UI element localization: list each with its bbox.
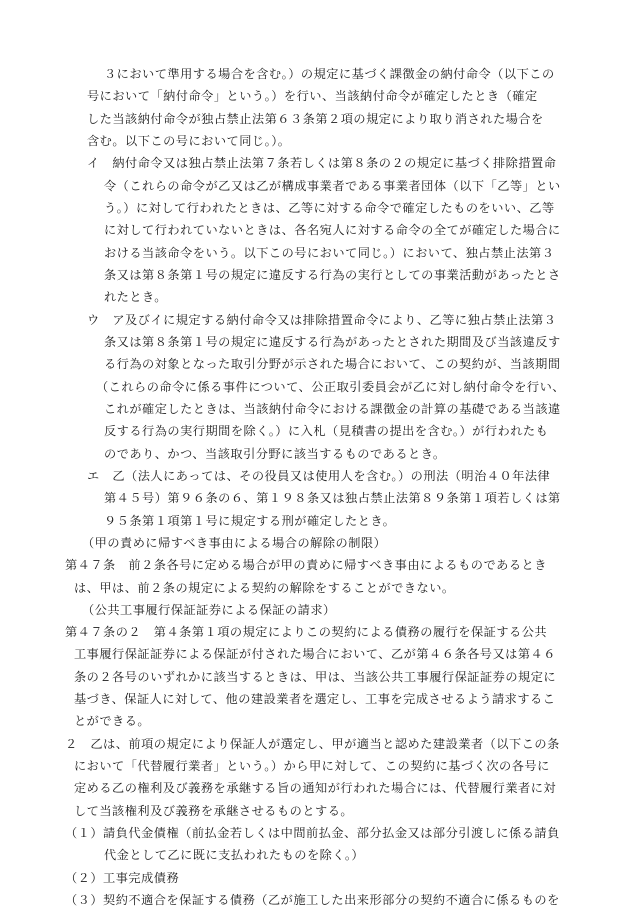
text-line: において「代替履行業者」という。）から甲に対して、この契約に基づく次の各号に bbox=[74, 759, 550, 774]
text-line: イ 納付命令又は独占禁止法第７条若しくは第８条の２の規定に基づく排除措置命 bbox=[87, 156, 557, 171]
text-line: これが確定したときは、当該納付命令における課徴金の計算の基礎である当該違 bbox=[104, 401, 561, 416]
text-line: る行為の対象となった取引分野が示された場合において、この契約が、当該期間 bbox=[104, 357, 561, 372]
text-line: 第４５号）第９６条の６、第１９８条又は独占禁止法第８９条第１項若しくは第 bbox=[104, 491, 561, 506]
text-line: のであり、かつ、当該取引分野に該当するものであるとき。 bbox=[104, 446, 446, 461]
text-line: 反する行為の実行期間を除く。）に入札（見積書の提出を含む。）が行われたも bbox=[104, 424, 549, 439]
text-line: して当該権利及び義務を承継させるものとする。 bbox=[74, 803, 354, 818]
item-line: （２）工事完成債務 bbox=[65, 870, 180, 885]
item-line: （３）契約不適合を保証する債務（乙が施工した出来形部分の契約不適合に係るものを bbox=[65, 893, 560, 907]
text-line: 含む。以下この号において同じ。）。 bbox=[87, 134, 291, 148]
text-line: は、甲は、前２条の規定による契約の解除をすることができない。 bbox=[74, 580, 455, 595]
text-line: 定める乙の権利及び義務を承継する旨の通知が行われた場合には、代替履行業者に対 bbox=[74, 781, 557, 796]
text-line: 条又は第８条第１号の規定に違反する行為の実行としての事業活動があったとさ bbox=[104, 267, 561, 282]
article-line: 第４７条の２ 第４条第１項の規定によりこの契約による債務の履行を保証する公共 bbox=[65, 625, 548, 640]
section-heading: （公共工事履行保証証券による保証の請求） bbox=[82, 602, 336, 617]
text-line: に対して行われていないときは、各名宛人に対する命令の全てが確定した場合に bbox=[104, 223, 561, 238]
text-line: 令（これらの命令が乙又は乙が構成事業者である事業者団体（以下「乙等」とい bbox=[104, 178, 561, 193]
text-line: エ 乙（法人にあっては、その役員又は使用人を含む。）の刑法（明治４０年法律 bbox=[87, 468, 551, 483]
text-line: おける当該命令をいう。以下この号において同じ。）において、独占禁止法第３ bbox=[104, 245, 555, 260]
text-line: 工事履行保証証券による保証が付された場合において、乙が第４６条各号又は第４６ bbox=[74, 647, 556, 662]
text-line: とができる。 bbox=[74, 714, 151, 729]
text-line: 基づき、保証人に対して、他の建設業者を選定し、工事を完成させるよう請求するこ bbox=[74, 692, 556, 707]
text-line: 条又は第８条第１号の規定に違反する行為があったとされた期間及び当該違反す bbox=[104, 334, 561, 349]
article-line: 第４７条 前２条各号に定める場合が甲の責めに帰すべき事由によるものであるとき bbox=[65, 558, 547, 573]
text-line: 代金として乙に既に支払われたものを除く。） bbox=[104, 848, 365, 863]
text-line: れたとき。 bbox=[104, 290, 167, 305]
text-line: ウ ア及びイに規定する納付命令又は排除措置命令により、乙等に独占禁止法第３ bbox=[87, 312, 557, 327]
text-line: ３において準用する場合を含む。）の規定に基づく課徴金の納付命令（以下この bbox=[104, 67, 555, 81]
text-line: 号において「納付命令」という。）を行い、当該納付命令が確定したとき（確定 bbox=[87, 89, 538, 104]
text-line: した当該納付命令が独占禁止法第６３条第２項の規定により取り消された場合を bbox=[87, 111, 544, 126]
text-line: （これらの命令に係る事件について、公正取引委員会が乙に対し納付命令を行い、 bbox=[96, 379, 565, 394]
text-line: ９５条第１項第１号に規定する刑が確定したとき。 bbox=[104, 513, 396, 528]
text-line: 条の２各号のいずれかに該当するときは、甲は、当該公共工事履行保証証券の規定に bbox=[74, 669, 557, 684]
item-line: （１）請負代金債権（前払金若しくは中間前払金、部分払金又は部分引渡しに係る請負 bbox=[65, 826, 560, 840]
section-heading: （甲の責めに帰すべき事由による場合の解除の制限） bbox=[82, 535, 387, 550]
text-line: う。）に対して行われたときは、乙等に対する命令で確定したものをいい、乙等 bbox=[104, 200, 555, 215]
paragraph-line: ２ 乙は、前項の規定により保証人が選定し、甲が適当と認めた建設業者（以下この条 bbox=[65, 736, 560, 751]
